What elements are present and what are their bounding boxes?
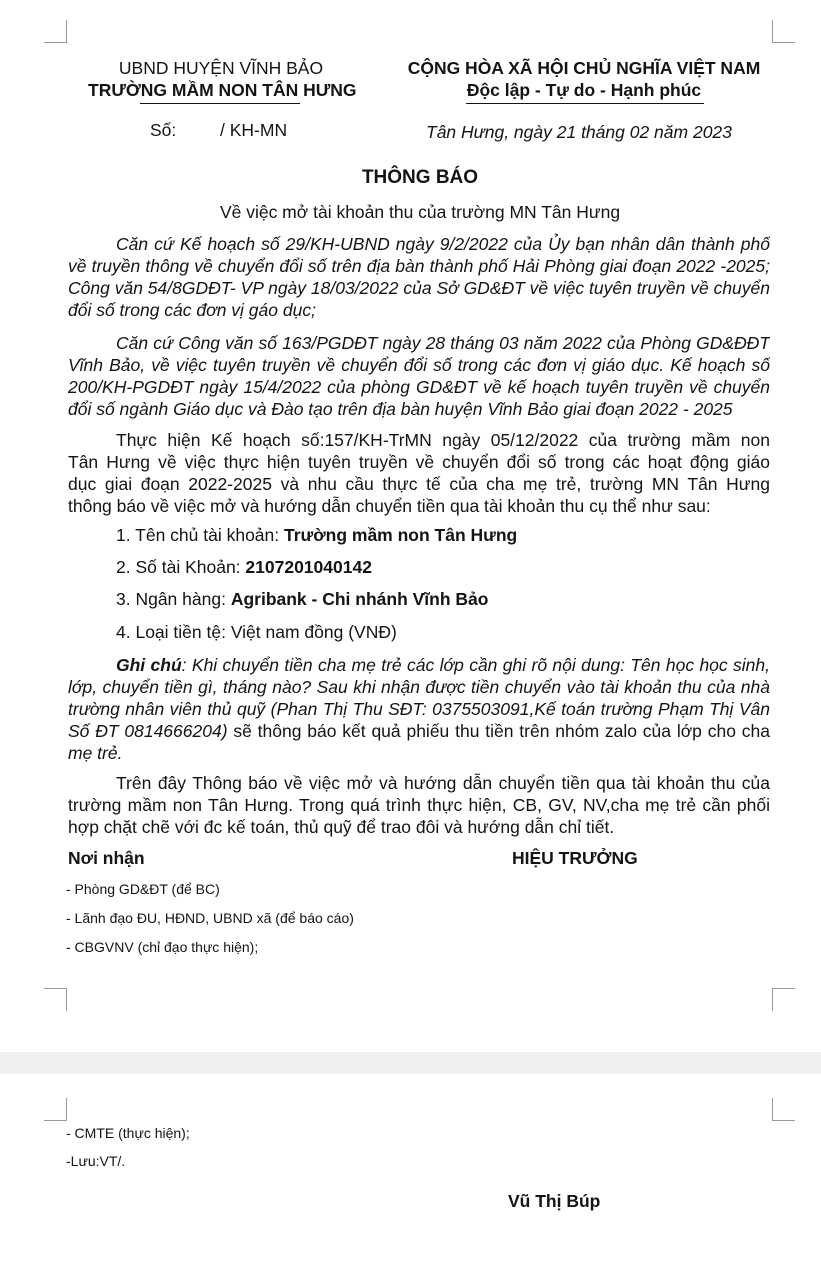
nation-name: CỘNG HÒA XÃ HỘI CHỦ NGHĨA VIỆT NAM (407, 58, 761, 78)
para2-line: Vĩnh Bảo, về việc tuyên truyền về chuyển đổi số trong các đơn vị giáo dục. Kế hoạch số (68, 355, 770, 375)
account-number: 2107201040142 (245, 557, 372, 577)
recipient-item: - Lãnh đạo ĐU, HĐND, UBND xã (để báo cáo) (66, 910, 354, 926)
account-item-label: 4. Loại tiền tệ: (116, 622, 231, 642)
recipient-item: -Lưu:VT/. (66, 1153, 126, 1169)
account-holder: Trường mầm non Tân Hưng (284, 525, 518, 545)
account-item-label: 1. Tên chủ tài khoản: (116, 525, 284, 545)
para1-line: Công văn 54/8GDĐT- VP ngày 18/03/2022 của Sở GD&ĐT về việc tuyên truyền về chuyển (68, 278, 770, 298)
para3-line: thông báo về việc mở và hướng dẫn chuyển tiền qua tài khoản thu cụ thể như sau: (68, 496, 711, 516)
margin-corner-mark (44, 988, 67, 1011)
signature-title: HIỆU TRƯỞNG (512, 848, 638, 868)
para4-line: trường mầm non Tân Hưng. Trong quá trình thực hiện, CB, GV, NV,cha mẹ trẻ cần phối (68, 795, 770, 815)
para3-line: Tân Hưng về việc thực hiện tuyên truyền về chuyển đổi số trong các hoạt động giáo (68, 452, 770, 472)
note-line: mẹ trẻ. (68, 743, 123, 763)
para1-line: đổi số trong các đơn vị gáo dục; (68, 300, 316, 320)
margin-corner-mark (772, 1098, 795, 1121)
bank-name: Agribank - Chi nhánh Vĩnh Bảo (230, 589, 489, 609)
para1-line: về truyền thông về chuyển đổi số trên địa bàn thành phố Hải Phòng giai đoạn 2022 -2025; (68, 256, 770, 276)
document-title: THÔNG BÁO (361, 167, 479, 188)
para2-line: 200/KH-PGDĐT ngày 15/4/2022 của phòng GD&ĐT về kế hoạch tuyên truyền về chuyển (68, 377, 770, 397)
para3-line: Thực hiện Kế hoạch số:157/KH-TrMN ngày 05/12/2022 của trường mầm non (116, 430, 770, 450)
page-gap (0, 1052, 821, 1074)
account-item (116, 524, 517, 546)
note-line: trường nhân viên thủ quỹ (Phan Thị Thu SĐT: 0375503091,Kế toán trường Phạm Thị Vân (68, 699, 770, 719)
recipient-item: - CBGVNV (chỉ đạo thực hiện); (66, 939, 259, 955)
org-name: UBND HUYỆN VĨNH BẢO (118, 58, 324, 78)
account-item (116, 556, 372, 578)
note-line: Ghi chú: Khi chuyển tiền cha mẹ trẻ các lớp cần ghi rõ nội dung: Tên học học sinh, (116, 655, 770, 675)
para2-line: Căn cứ Công văn số 163/PGDĐT ngày 28 tháng 03 năm 2022 của Phòng GD&ĐĐT (116, 333, 770, 353)
recipient-item: - CMTE (thực hiện); (66, 1125, 190, 1141)
margin-corner-mark (772, 20, 795, 43)
para4-line: hợp chặt chẽ với đc kế toán, thủ quỹ để trao đôi và hướng dẫn chỉ tiết. (68, 817, 615, 837)
para1-line: Căn cứ Kế hoạch số 29/KH-UBND ngày 9/2/2022 của Ủy bạn nhân dân thành phố (116, 234, 770, 254)
doc-number-label: Số: (150, 120, 177, 140)
para3-line: dục giai đoạn 2022-2025 và nhu cầu thực tế của cha mẹ trẻ, trường MN Tân Hưng (68, 474, 770, 494)
note-label: Ghi chú (116, 655, 182, 675)
motto: Độc lập - Tự do - Hạnh phúc (466, 80, 702, 100)
school-name: TRƯỜNG MẦM NON TÂN HƯNG (88, 80, 357, 100)
document-subtitle: Về việc mở tài khoản thu của trường MN Tân Hưng (219, 202, 621, 222)
place-date: Tân Hưng, ngày 21 tháng 02 năm 2023 (426, 122, 732, 142)
note-line: lớp, chuyển tiền gì, tháng nào? Sau khi nhận được tiền chuyển vào tài khoản thu của nhà (68, 677, 770, 697)
account-item (116, 621, 397, 643)
recipients-heading: Nơi nhận (68, 848, 145, 868)
account-item-label: 2. Số tài Khoản: (116, 557, 246, 577)
signer-name: Vũ Thị Búp (508, 1191, 601, 1211)
para4-line: Trên đây Thông báo về việc mở và hướng dẫn chuyển tiền qua tài khoản thu của (116, 773, 770, 793)
motto-underline (466, 103, 704, 104)
account-item-label: 3. Ngân hàng: (116, 589, 231, 609)
account-item (116, 588, 488, 610)
currency: Việt nam đồng (VNĐ) (230, 622, 397, 642)
margin-corner-mark (772, 988, 795, 1011)
school-name-underline (140, 103, 300, 104)
note-line: Số ĐT 0814666204) sẽ thông báo kết quả phiếu thu tiền trên nhóm zalo của lớp cho cha (68, 721, 770, 741)
para2-line: đổi số ngành Giáo dục và Đào tạo trên địa bàn huyện Vĩnh Bảo giai đoạn 2022 - 2025 (68, 399, 733, 419)
recipient-item: - Phòng GD&ĐT (để BC) (66, 881, 220, 897)
margin-corner-mark (44, 1098, 67, 1121)
doc-number: / KH-MN (220, 120, 288, 140)
margin-corner-mark (44, 20, 67, 43)
document-page-2 (0, 1074, 821, 1280)
